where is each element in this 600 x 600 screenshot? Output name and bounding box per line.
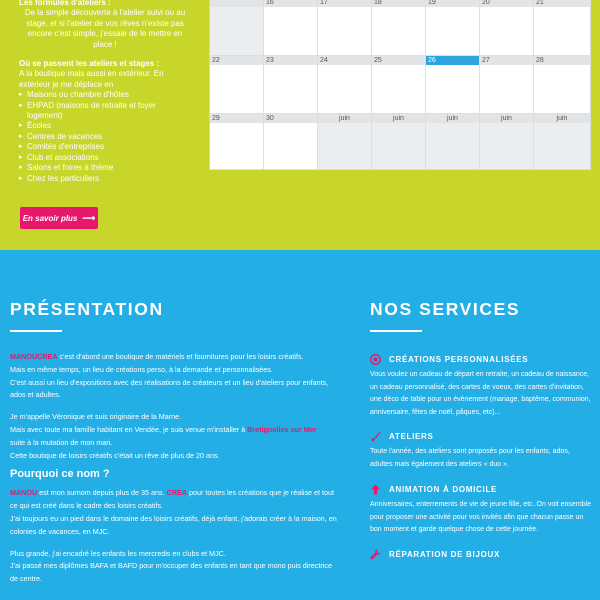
presentation-paragraph: Mais en même temps, un lieu de créations perso, à la demande et personnalisées.: [10, 364, 273, 374]
presentation-paragraph: Plus grande, j'ai encadré les enfants les mercredis en clubs et MJC.: [10, 548, 226, 558]
presentation-title: PRÉSENTATION: [10, 299, 164, 319]
list-item: ▸ Club et associations: [19, 153, 191, 163]
presentation-paragraph: Je m'appelle Véronique et suis originaire de la Marne.: [10, 412, 182, 422]
service-title: ANIMATION À DOMICILE: [389, 484, 498, 494]
list-item: ▸ Chez les particuliers: [19, 174, 191, 184]
presentation-paragraph: MANOU est mon surnom depuis plus de 35 ans. CREA pour toutes les créations que je réalise et tout ce qui est créé dans le cadre des loisirs créatifs.: [10, 488, 335, 511]
calendar-week-row: [210, 114, 591, 170]
lieux-title: Où se passent les ateliers et stages :: [19, 59, 160, 69]
calendar-day[interactable]: 19: [426, 0, 480, 56]
services-section: [370, 298, 592, 562]
calendar-week-row: [210, 0, 591, 56]
lieux-text: A la boutique mais aussi en extérieur. En extérieur je me déplace en: [19, 69, 164, 89]
list-item: ▸ Centres de vacances: [19, 132, 191, 142]
calendar-day[interactable]: 28: [534, 56, 591, 114]
calendar-day[interactable]: juin: [480, 114, 534, 170]
service-text: Toute l'année, des ateliers sont proposés pour les enfants, ados, adultes mais également des ateliers « duo ».: [370, 448, 570, 468]
ateliers-section: [0, 0, 600, 250]
wrench-icon: [370, 549, 381, 560]
presentation-section: [10, 298, 340, 586]
calendar-week-row: [210, 56, 591, 114]
calendar-day[interactable]: juin: [372, 114, 426, 170]
service-item: [370, 548, 592, 562]
calendar-day[interactable]: 20: [480, 0, 534, 56]
calendar-day[interactable]: juin: [534, 114, 591, 170]
calendar-day[interactable]: [210, 0, 264, 56]
formules-text: De la simple découverte à l'atelier suivi ou au stage, et si l'atelier de vos rêves n'existe pas encore c'est simple, j'essaie de le mettre en place !: [24, 8, 186, 49]
title-divider: [10, 330, 62, 332]
calendar-day[interactable]: 29: [210, 114, 264, 170]
service-title: RÉPARATION DE BIJOUX: [389, 550, 501, 559]
calendar-day[interactable]: 18: [372, 0, 426, 56]
service-text: Anniversaires, enterrements de vie de jeune fille, etc..On voit ensemble pour proposer une activité pour vos invités afin que chacun passe un bon moment et garde quelque chose de cette journée.: [370, 501, 592, 533]
calendar-day[interactable]: 27: [480, 56, 534, 114]
service-title: ATELIERS: [389, 431, 434, 441]
calendar-day[interactable]: 23: [264, 56, 318, 114]
calendar-day[interactable]: juin: [318, 114, 372, 170]
list-item: ▸ Salons et foires à thème: [19, 163, 191, 173]
service-item: [370, 482, 592, 537]
brand-name: MANOUCREA: [10, 352, 58, 361]
presentation-paragraph: MANOUCREA c'est d'abord une boutique de matériels et fournitures pour les loisirs créatifs.: [10, 352, 304, 361]
place-link[interactable]: Bretignolles sur Mer: [247, 424, 317, 434]
calendar-day[interactable]: 30: [264, 114, 318, 170]
calendar-day[interactable]: 22: [210, 56, 264, 114]
presentation-paragraph: suite à la mutation de mon mari.: [10, 437, 113, 447]
service-item: [370, 429, 592, 471]
service-item: [370, 352, 592, 419]
title-divider: [370, 330, 422, 332]
presentation-paragraph: Cette boutique de loisirs créatifs c'était un rêve de plus de 20 ans.: [10, 450, 220, 460]
arrow-right-icon: ⟶: [82, 212, 96, 223]
target-icon: [370, 354, 381, 365]
en-savoir-plus-label: En savoir plus: [22, 213, 78, 223]
en-savoir-plus-button[interactable]: [20, 207, 98, 229]
service-title: CRÉATIONS PERSONNALISÉES: [389, 354, 529, 364]
lieux-list: [19, 90, 191, 184]
list-item: ▸ Maisons ou chambre d'hôtes: [19, 90, 191, 100]
services-title: NOS SERVICES: [370, 299, 521, 319]
calendar-day[interactable]: 25: [372, 56, 426, 114]
arrow-up-icon: [370, 484, 381, 495]
presentation-paragraph: J'ai toujours eu un pied dans le domaine des loisirs créatifs, déjà enfant, j'adorais créer à la maison, en colonies de vacances, en MJC.: [10, 513, 337, 536]
ateliers-info: [19, 0, 191, 184]
presentation-paragraph: Mais avec toute ma famille habitant en Vendée, je suis venue m'installer à Bretignolles sur Mer: [10, 424, 317, 434]
calendar-day-today[interactable]: 26: [426, 56, 480, 114]
formules-title: Les formules d'ateliers :: [19, 0, 111, 7]
calendar-day[interactable]: 16: [264, 0, 318, 56]
calendar-day[interactable]: 17: [318, 0, 372, 56]
calendar-day[interactable]: 24: [318, 56, 372, 114]
calendar-day[interactable]: juin: [426, 114, 480, 170]
paint-brush-icon: [370, 431, 381, 442]
list-item: ▸ Comités d'entreprises: [19, 142, 191, 152]
presentation-paragraph: C'est aussi un lieu d'expositions avec des réalisations de créateurs et un lieu d'ateliers pour enfants, ados et adultes.: [10, 377, 329, 400]
presentation-paragraph: J'ai passé mes diplômes BAFA et BAFD pour m'occuper des enfants en tant que mono puis directrice de centre.: [10, 561, 332, 584]
calendar: [209, 0, 590, 170]
service-text: Vous voulez un cadeau de départ en retraite, un cadeau de naissance, un cadeau personnalisé, des cartes de voeux, des cartes d'invitation, une déco de table pour un évènement (mariage, baptême, communion, anniversaire, fêtes de noël, pâques, etc)...: [370, 371, 591, 416]
pourquoi-heading: Pourquoi ce nom ?: [10, 468, 110, 481]
calendar-day[interactable]: 21: [534, 0, 591, 56]
list-item: ▸ EHPAD (maisons de retraite et foyer logement): [19, 101, 191, 122]
list-item: ▸ Écoles: [19, 121, 191, 131]
